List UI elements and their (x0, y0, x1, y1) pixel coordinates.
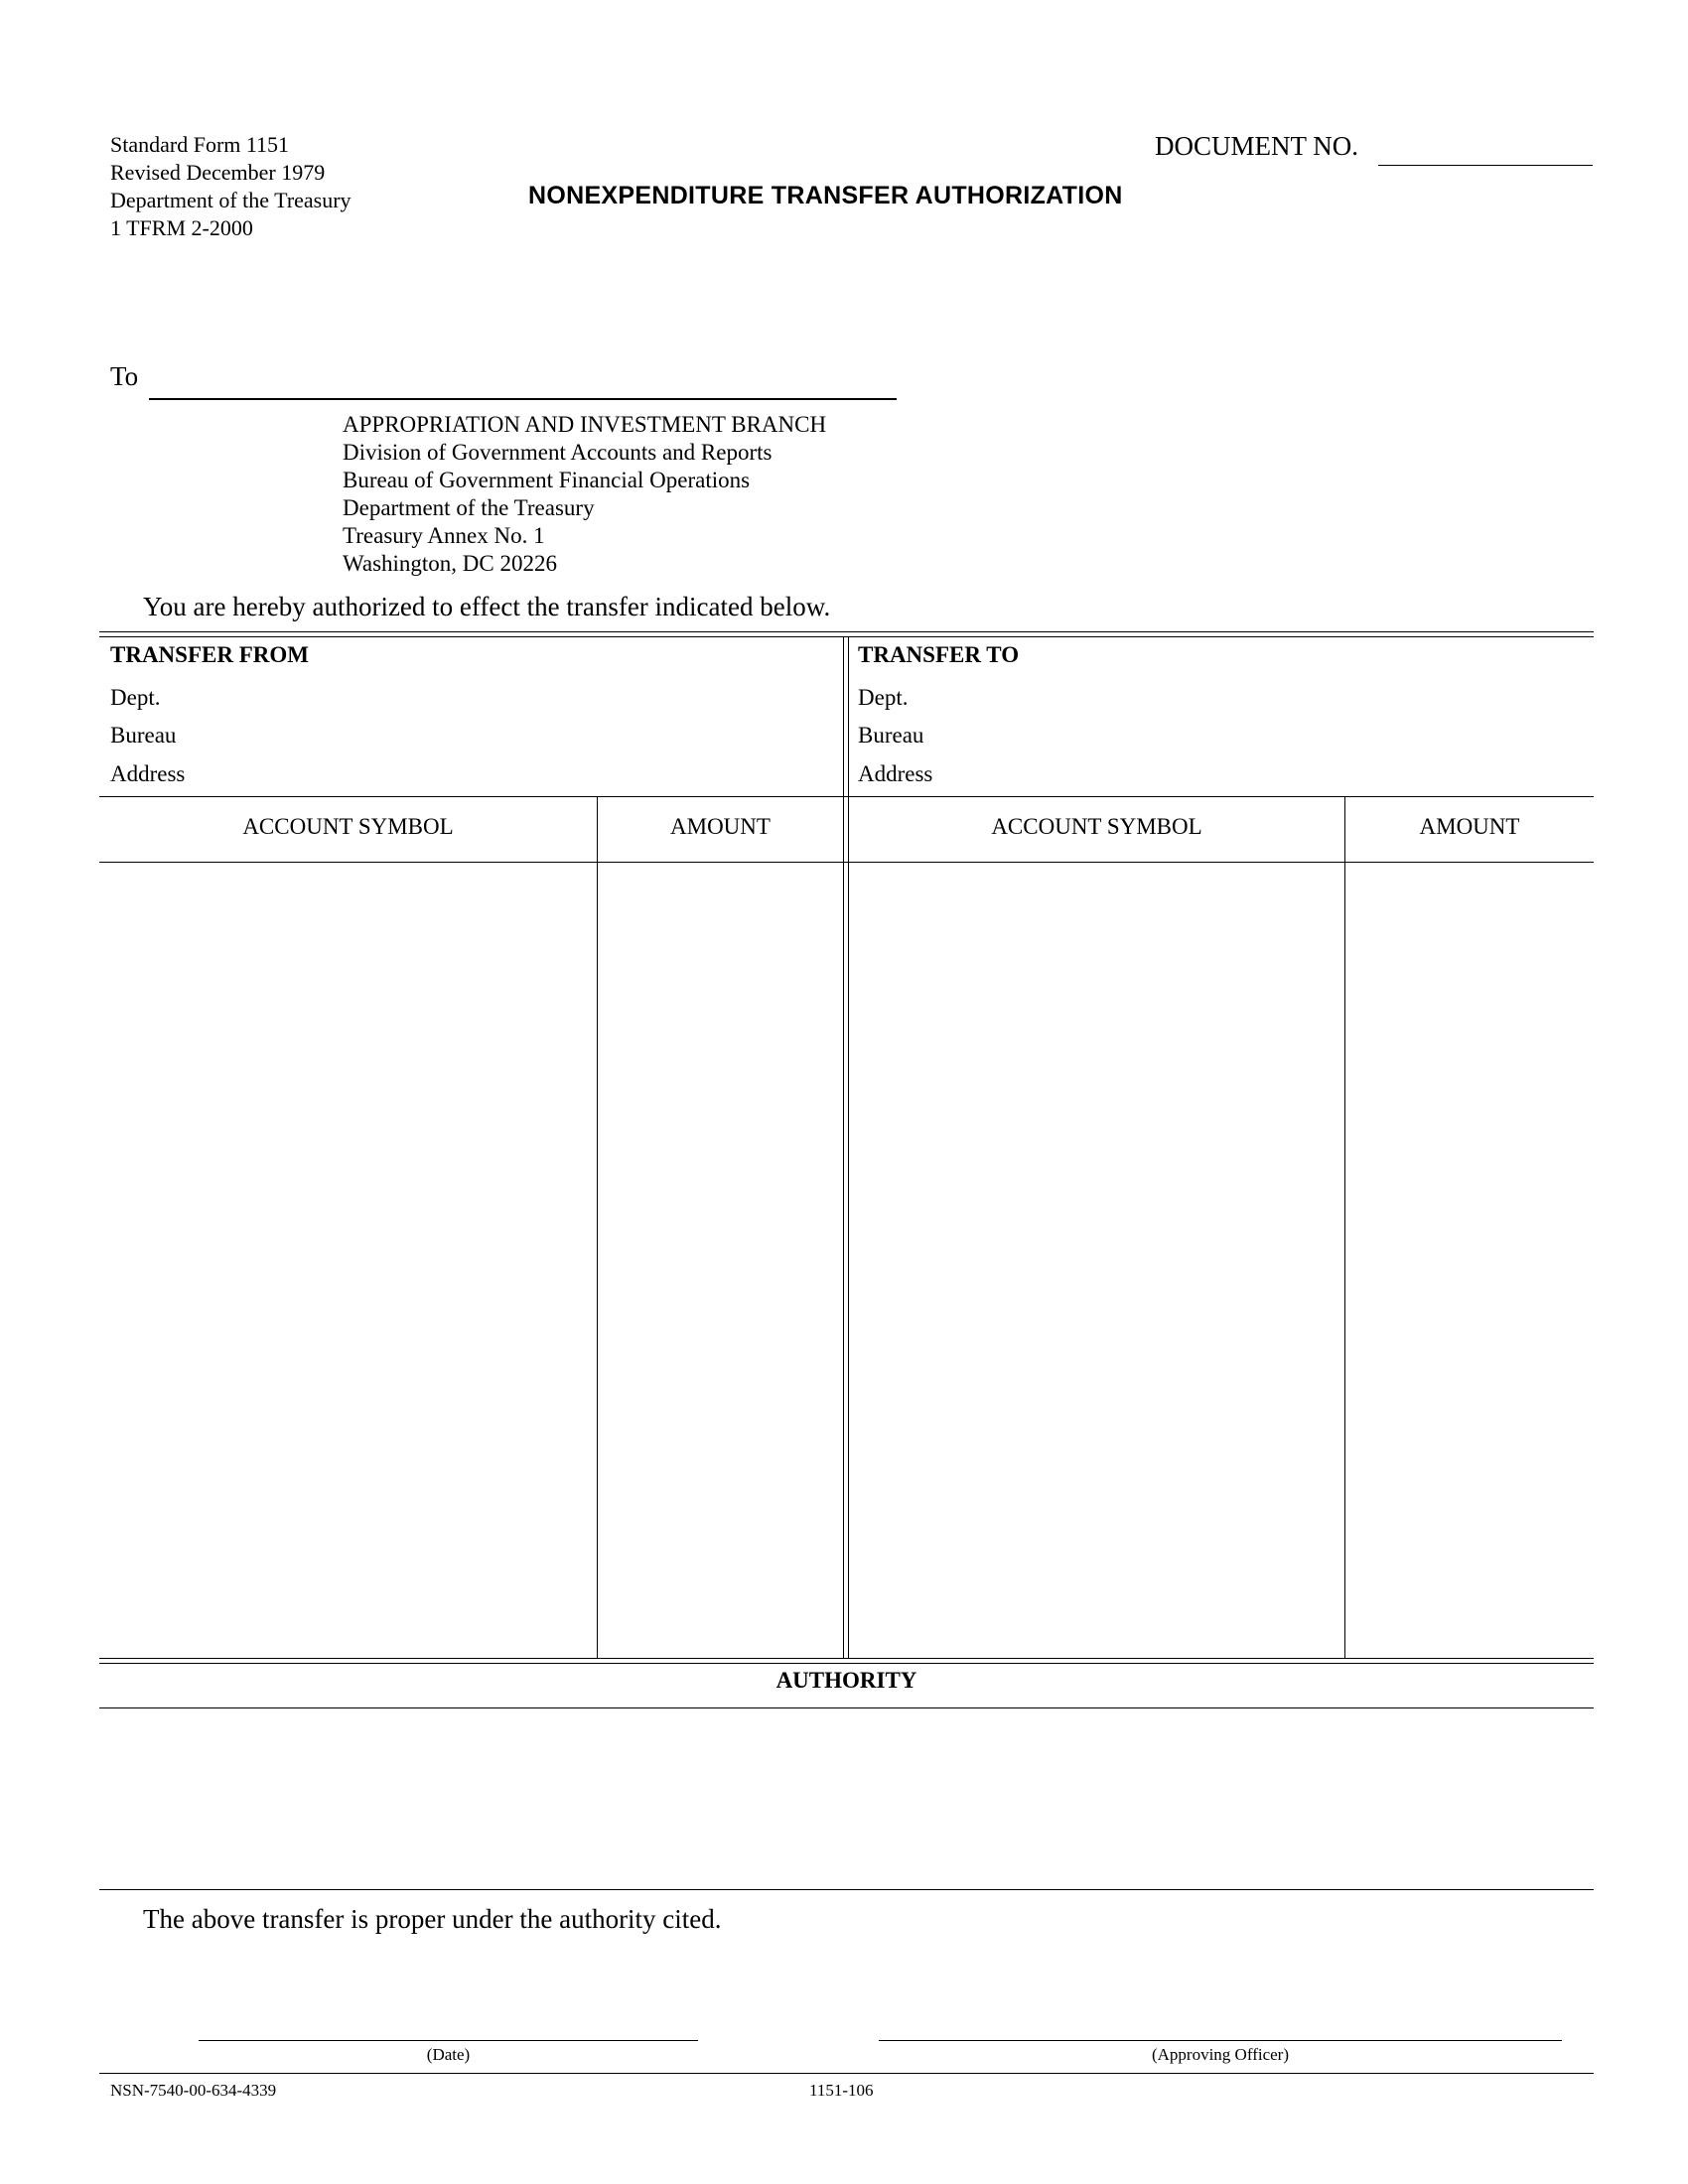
authority-heading: AUTHORITY (775, 1668, 917, 1693)
to-label: To (110, 361, 139, 391)
divider (99, 1658, 1594, 1659)
form-revision: Revised December 1979 (110, 160, 326, 185)
authority-entry-area[interactable] (99, 1709, 1594, 1888)
date-field[interactable] (199, 2040, 698, 2041)
address-line: Bureau of Government Financial Operations (343, 468, 751, 492)
from-amount-entries[interactable] (599, 864, 843, 1657)
transfer-to-address-field[interactable]: Address (858, 761, 933, 786)
address-line: Department of the Treasury (343, 495, 595, 520)
transfer-from-bureau-field[interactable]: Bureau (110, 723, 177, 748)
address-line: Treasury Annex No. 1 (343, 523, 545, 548)
address-line: Washington, DC 20226 (343, 551, 558, 576)
divider (99, 796, 1594, 797)
divider (99, 636, 1594, 637)
transfer-to-dept-field[interactable]: Dept. (858, 685, 909, 710)
date-caption: (Date) (426, 2045, 471, 2064)
divider (1344, 796, 1345, 1658)
form-identification (110, 131, 352, 242)
from-account-symbol-header: ACCOUNT SYMBOL (242, 814, 454, 839)
form-title: NONEXPENDITURE TRANSFER AUTHORIZATION (528, 182, 1123, 209)
divider (99, 1707, 1594, 1708)
transfer-from-dept-field[interactable]: Dept. (110, 685, 161, 710)
divider (99, 862, 1594, 863)
authority-statement: The above transfer is proper under the authority cited. (143, 1904, 722, 1934)
address-line: Division of Government Accounts and Reports (343, 440, 773, 465)
transfer-from-heading: TRANSFER FROM (110, 642, 309, 667)
approving-officer-signature-field[interactable] (879, 2040, 1562, 2041)
from-amount-header: AMOUNT (670, 814, 771, 839)
document-no-field[interactable] (1378, 165, 1593, 166)
divider (848, 636, 849, 1658)
approving-officer-caption: (Approving Officer) (1151, 2045, 1289, 2064)
transfer-to-heading: TRANSFER TO (858, 642, 1020, 667)
nsn-number: NSN-7540-00-634-4339 (110, 2081, 277, 2100)
transfer-to-bureau-field[interactable]: Bureau (858, 723, 924, 748)
to-account-symbol-header: ACCOUNT SYMBOL (991, 814, 1202, 839)
form-code: 1151-106 (809, 2081, 874, 2100)
recipient-address (343, 411, 826, 578)
to-account-symbol-entries[interactable] (850, 864, 1344, 1657)
form-agency: Department of the Treasury (110, 188, 352, 212)
divider (99, 2073, 1594, 2074)
form-reference: 1 TFRM 2-2000 (110, 215, 253, 240)
to-field[interactable] (149, 398, 897, 400)
divider (99, 1889, 1594, 1890)
to-amount-entries[interactable] (1346, 864, 1594, 1657)
address-line: APPROPRIATION AND INVESTMENT BRANCH (343, 412, 827, 437)
document-no-label: DOCUMENT NO. (1155, 131, 1359, 161)
divider (99, 631, 1594, 632)
form-number: Standard Form 1151 (110, 132, 290, 157)
divider (597, 796, 598, 1658)
divider (99, 1663, 1594, 1664)
divider (843, 636, 844, 1658)
to-amount-header: AMOUNT (1419, 814, 1520, 839)
authorization-statement: You are hereby authorized to effect the transfer indicated below. (143, 592, 831, 621)
from-account-symbol-entries[interactable] (99, 864, 597, 1657)
transfer-from-address-field[interactable]: Address (110, 761, 186, 786)
